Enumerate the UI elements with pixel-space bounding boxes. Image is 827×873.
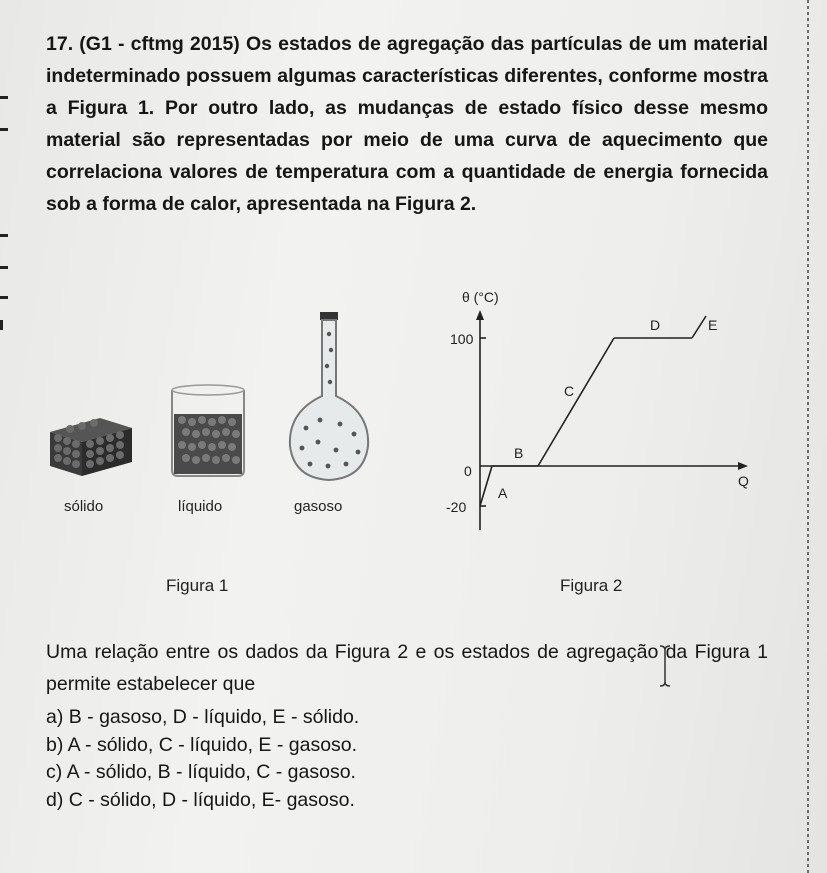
label-gas: gasoso — [294, 498, 343, 515]
figure-1-caption: Figura 1 — [166, 576, 229, 595]
gas-flask-icon — [290, 312, 368, 480]
liquid-beaker-icon — [172, 385, 244, 476]
y-axis-label: θ (°C) — [462, 289, 499, 305]
x-axis-arrow — [738, 462, 748, 470]
segment-e — [692, 316, 706, 338]
question-text — [46, 28, 768, 220]
label-solid: sólido — [64, 498, 104, 515]
figure-2-caption: Figura 2 — [560, 576, 623, 595]
option-b[interactable]: b) A - sólido, C - líquido, E - gasoso. — [46, 733, 358, 756]
solid-particles-icon — [50, 418, 132, 476]
segment-c — [538, 338, 614, 466]
option-c[interactable]: c) A - sólido, B - líquido, C - gasoso. — [46, 761, 356, 783]
figure-2-heating-curve — [430, 280, 770, 595]
segment-a — [480, 466, 492, 506]
segment-label-a: A — [498, 485, 508, 501]
option-a[interactable]: a) B - gasoso, D - líquido, E - sólido. — [46, 706, 360, 728]
heating-curve-chart — [430, 280, 770, 540]
text-cursor-icon — [658, 644, 672, 688]
label-liquid: líquido — [178, 498, 223, 515]
right-border — [807, 0, 809, 873]
segment-label-e: E — [708, 317, 718, 333]
option-d[interactable]: d) C - sólido, D - líquido, E- gasoso. — [46, 788, 355, 811]
question-body: (G1 - cftmg 2015) Os estados de agregação das partículas de um material indeterminado possuem algumas características diferentes, conforme mostra a Figura 1. Por outro lado, as mudanças de estado físico desse mesmo material são representadas por meio de uma curva de aquecimento que correlaciona valores de temperatura com a quantidade de energia fornecida sob a forma de calor, apresentada na Figura 2. — [46, 33, 768, 215]
figure-1 — [40, 300, 390, 540]
segment-label-d: D — [650, 317, 661, 333]
question-number: 17. — [46, 33, 74, 55]
tick-label-0: 0 — [464, 463, 472, 479]
question-stem: Uma relação entre os dados da Figura 2 e os estados de agregação da Figura 1 permite estabelecer que — [46, 641, 768, 695]
tick-label-minus20: -20 — [446, 499, 467, 515]
segment-label-c: C — [564, 383, 575, 399]
left-edge-marks — [0, 0, 12, 873]
x-axis-label: Q — [738, 473, 749, 489]
y-axis-arrow — [476, 310, 484, 320]
answer-options — [46, 704, 768, 814]
tick-label-100: 100 — [450, 331, 474, 347]
segment-label-b: B — [514, 445, 524, 461]
